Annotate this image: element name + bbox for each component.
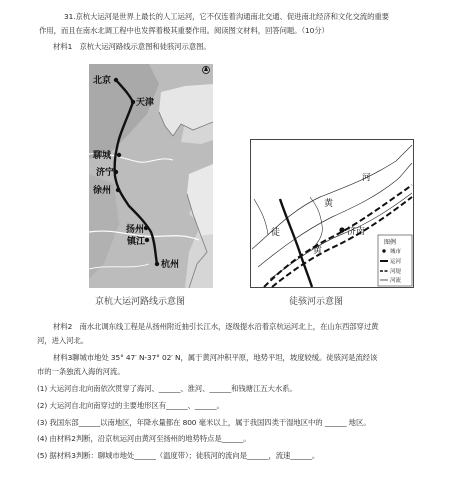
tianjin-dot: [131, 100, 135, 104]
jinan-dot: [339, 227, 344, 232]
label-jinan: 济南: [347, 227, 366, 237]
yangzhou-dot: [144, 226, 148, 230]
city-label-xuzhou: 徐州: [93, 186, 112, 196]
city-label-zhenjiang: 镇江: [127, 237, 146, 247]
question-intro-line2: 作用，而且在南水北调工程中也发挥着极其重要作用。阅读图文材料，回答问题。（10分）: [39, 26, 329, 35]
label-tuhai: 徒: [271, 228, 281, 238]
question-intro-line1: 31.京杭大运河是世界上最长的人工运河，它不仅连着沟通南北交通、促进南北经济和文化交流的重要: [64, 12, 389, 21]
legend-item-city: 城市: [390, 249, 402, 255]
legend-item-levee: 河堤: [390, 269, 402, 275]
material1-heading: 材料1 京杭大运河路线示意图和徒骇河示意图。: [53, 42, 211, 51]
label-yellow-bottom: 黄: [313, 246, 323, 256]
zhenjiang-dot: [145, 238, 149, 242]
question-part-4: (4) 由材料2判断，沿京杭运河由黄河至扬州的地势特点是______。: [37, 434, 251, 443]
city-label-liaocheng: 聊城: [93, 151, 112, 161]
legend-title: 图例: [384, 239, 397, 246]
beijing-dot: [114, 78, 118, 82]
liaocheng-dot: [117, 153, 121, 157]
material2-line1: 材料2 南水北调东线工程是从扬州附近抽引长江水，逐级提水沿着京杭运河北上，在山东西部穿过黄: [53, 322, 379, 331]
legend-item-canal: 运河: [390, 259, 402, 265]
hangzhou-dot: [155, 262, 159, 266]
question-part-5: (5) 据材料3判断：聊城市地处______（温度带）；徒骇河的流向是______，流速______。: [37, 451, 320, 460]
tuhai-river-map-caption: 徒骇河示意图: [289, 297, 344, 307]
material3-line2: 市的一条独流入海的河流。: [37, 367, 125, 376]
grand-canal-map: [89, 64, 213, 288]
city-label-yangzhou: 扬州: [126, 225, 145, 235]
legend-item-river: 河流: [390, 278, 402, 284]
label-river-he: 河: [362, 173, 371, 183]
jining-dot: [114, 170, 118, 174]
city-label-tianjin: 天津: [136, 98, 155, 108]
label-yellow-top: 黄: [324, 199, 334, 209]
material2-line2: 河，进入河北。: [37, 336, 89, 345]
question-part-2: (2) 大运河自北向南穿过的主要地形区有______、______。: [37, 401, 224, 410]
city-label-jining: 济宁: [96, 168, 115, 178]
grand-canal-map-caption: 京杭大运河路线示意图: [95, 297, 186, 307]
city-label-hangzhou: 杭州: [161, 260, 180, 270]
material3-line1: 材料3聊城市地处 35° 47′ N-37° 02′ N，属于黄河冲积平原，地势平坦，坡度较缓。徒骇河是流经该: [53, 353, 378, 362]
xuzhou-dot: [116, 188, 120, 192]
city-label-beijing: 北京: [93, 76, 112, 86]
tuhai-river-map: [250, 139, 414, 288]
question-part-1: (1) 大运河自北向南依次贯穿了海河、______、淮河、______和钱塘江五大水系。: [37, 384, 297, 393]
legend-city-icon: [382, 249, 385, 252]
map-legend: [378, 235, 412, 286]
question-part-3: (3) 我国东部______以南地区，年降水量都在 800 毫米以上，属于我国四类干湿地区中的 ______ 地区。: [37, 418, 371, 427]
